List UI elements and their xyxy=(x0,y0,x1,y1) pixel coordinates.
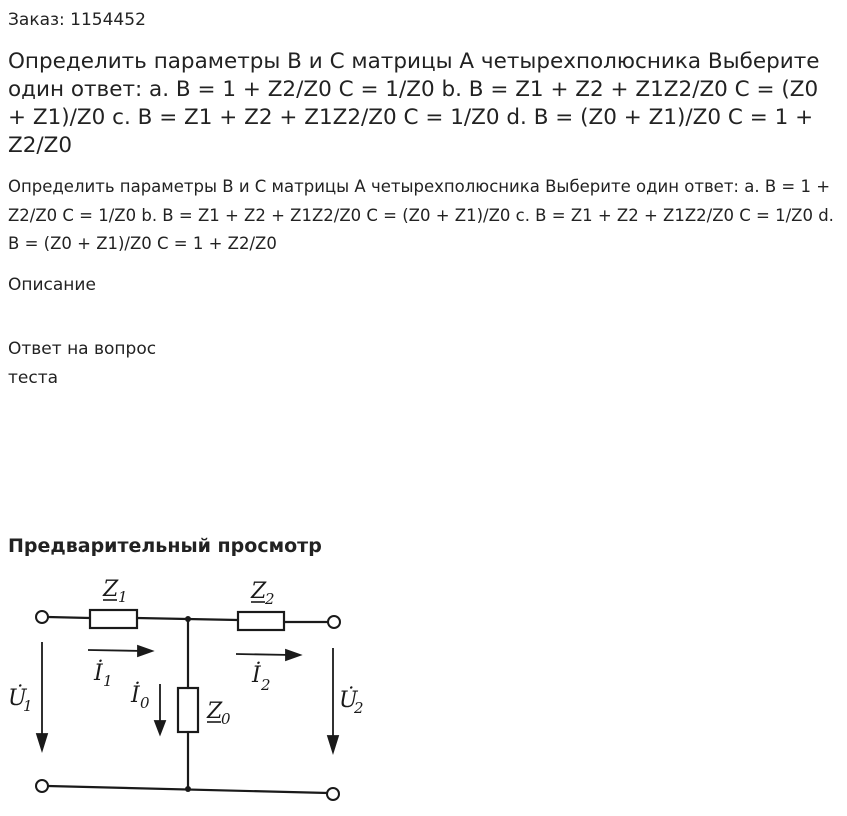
label-u2 xyxy=(339,687,364,717)
svg-text:2: 2 xyxy=(265,590,275,608)
order-number: Заказ: 1154452 xyxy=(8,10,146,30)
label-i1 xyxy=(93,659,113,690)
circuit-diagram xyxy=(0,560,380,810)
svg-text:2: 2 xyxy=(261,676,271,694)
svg-text:U̇: U̇ xyxy=(339,688,358,713)
svg-text:2: 2 xyxy=(354,699,364,717)
svg-text:U̇: U̇ xyxy=(8,686,27,711)
z2-resistor xyxy=(238,612,284,630)
svg-text:1: 1 xyxy=(118,588,128,606)
svg-text:Z: Z xyxy=(103,577,119,602)
i1-arrow xyxy=(88,650,145,651)
question-title: Определить параметры B и C матрицы A четырехполюсника Выберите один ответ: a. B = 1 + Z2/Z0 C = 1/Z0 b. B = Z1 + Z2 + Z1Z2/Z0 C = (Z0 + Z1)/Z0 c. B = Z1 + Z2 + Z1Z2/Z0 C = 1/Z0 d. B = (Z0 + Z1)/Z0 C = 1 + Z2/Z0 xyxy=(8,49,820,158)
label-i0 xyxy=(130,681,150,712)
svg-text:Z: Z xyxy=(251,579,267,604)
svg-text:Z: Z xyxy=(207,699,223,724)
preview-heading: Предварительный просмотр xyxy=(8,535,322,557)
terminal-top-right xyxy=(328,616,340,628)
label-z2 xyxy=(250,579,275,608)
terminal-bottom-right xyxy=(327,788,339,800)
svg-text:1: 1 xyxy=(103,672,113,690)
svg-text:1: 1 xyxy=(23,697,33,715)
label-i2 xyxy=(251,661,271,694)
z1-resistor xyxy=(90,610,137,628)
label-u1 xyxy=(8,685,33,715)
svg-text:0: 0 xyxy=(221,710,231,728)
top-wire-left xyxy=(48,617,90,618)
i2-arrow xyxy=(236,654,292,655)
label-z1 xyxy=(102,577,128,606)
question-text: Определить параметры B и C матрицы A четырехполюсника Выберите один ответ: a. B = 1 + Z2/Z0 C = 1/Z0 b. B = Z1 + Z2 + Z1Z2/Z0 C = (Z0 + Z1)/Z0 c. B = Z1 + Z2 + Z1Z2/Z0 C = 1/Z0 d. B = (Z0 + Z1)/Z0 C = 1 + Z2/Z0 xyxy=(8,177,834,253)
terminal-bottom-left xyxy=(36,780,48,792)
svg-text:İ: İ xyxy=(252,663,261,688)
description-label: Описание xyxy=(8,275,96,295)
z0-resistor xyxy=(178,688,198,732)
junction-bottom xyxy=(185,786,191,792)
terminal-top-left xyxy=(36,611,48,623)
svg-text:İ: İ xyxy=(131,683,140,708)
label-z0 xyxy=(206,699,231,728)
junction-top xyxy=(185,616,191,622)
svg-text:İ: İ xyxy=(94,661,103,686)
answer-label: Ответ на вопрос теста xyxy=(8,339,157,388)
svg-text:0: 0 xyxy=(140,694,150,712)
